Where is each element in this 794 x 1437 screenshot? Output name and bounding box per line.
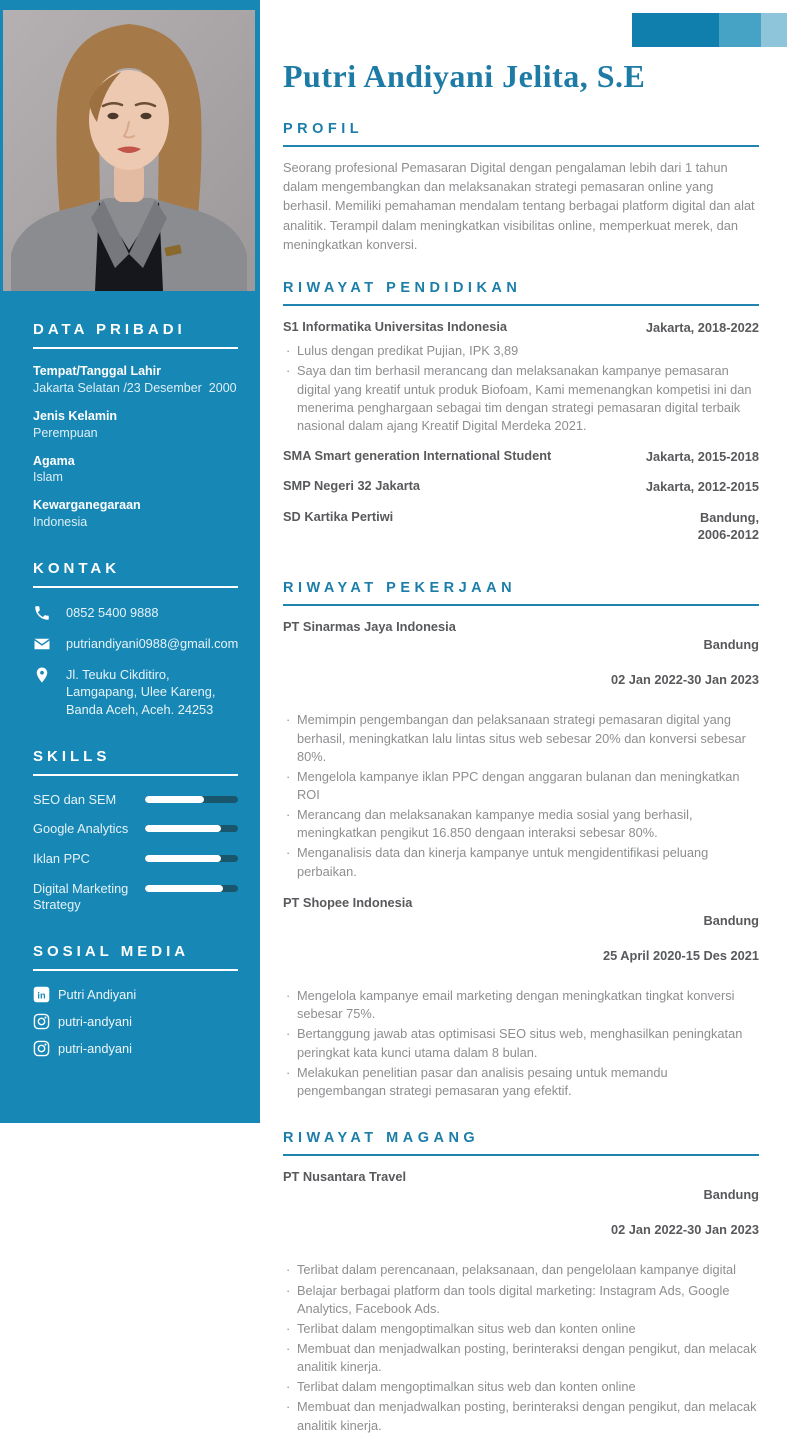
bullet-icon: · — [286, 768, 291, 784]
education-title: S1 Informatika Universitas Indonesia — [283, 318, 508, 334]
sidebar — [0, 0, 260, 1123]
address-text: Jl. Teuku Cikditiro, Lamgapang, Ulee Kareng, Banda Aceh, Aceh. 24253 — [66, 667, 216, 717]
contact-email — [33, 635, 238, 653]
field-value: Jakarta Selatan /23 Desember 2000 — [33, 380, 237, 395]
field-label: Tempat/Tanggal Lahir — [33, 364, 162, 378]
section-pendidikan — [283, 280, 759, 543]
bullet-icon: · — [286, 712, 291, 728]
internship-date — [611, 1169, 759, 1255]
internship-title: PT Nusantara Travel — [283, 1169, 407, 1185]
decor-bar-light — [761, 13, 787, 47]
skill-label: Google Analytics — [33, 821, 129, 837]
skill-bar — [145, 796, 238, 803]
instagram-handle: putri-andyani — [58, 1040, 132, 1056]
kontak-heading: KONTAK — [33, 560, 238, 588]
work-date — [611, 619, 759, 705]
portrait-photo — [3, 10, 255, 291]
contact-address — [33, 666, 238, 718]
profil-text: Seorang profesional Pemasaran Digital dengan pengalaman lebih dari 1 tahun dalam mengembangkan dan melaksanakan strategi pemasaran online yang berhasil. Memiliki pemahaman mendalam tentang berbagai platform digital dan alat analitik. Terampil dalam meningkatkan visibilitas online, memperkuat merek, dan meningkatkan konversi. — [283, 160, 755, 252]
work-entry — [283, 619, 759, 881]
list-item: · Mengelola kampanye iklan PPC dengan anggaran bulanan dan meningkatkan ROI — [283, 768, 759, 804]
profil-heading: PROFIL — [283, 121, 759, 147]
work-title: PT Shopee Indonesia — [283, 894, 413, 910]
skill-label: SEO dan SEM — [33, 791, 117, 807]
list-item: · Lulus dengan predikat Pujian, IPK 3,89 — [283, 342, 759, 360]
skill-item — [33, 792, 238, 809]
bullet-icon: · — [286, 807, 291, 823]
list-item: · Bertanggung jawab atas optimisasi SEO situs web, menghasilkan peningkatan peringkat kata kunci utama dalam 8 bulan. — [283, 1025, 759, 1061]
list-item: · Saya dan tim berhasil merancang dan melaksanakan kampanye pemasaran digital yang kreatif untuk produk Biofoam, Kami memenangkan kompetisi ini dan menerima penghargaan sebagai tim dengan strategi pemasaran digital terbaik nasional dalam ajang Kreatif Digital Merdeka 2021. — [283, 362, 759, 435]
section-profil — [283, 121, 759, 254]
section-magang — [283, 1130, 759, 1435]
phone-icon — [33, 604, 51, 622]
education-entry — [283, 509, 759, 544]
work-period: 25 April 2020-15 Des 2021 — [602, 947, 759, 963]
work-location: Bandung — [703, 913, 759, 929]
instagram-handle: putri-andyani — [58, 1013, 132, 1029]
bullet-icon: · — [286, 1320, 291, 1336]
section-pekerjaan — [283, 580, 759, 1100]
list-item: · Terlibat dalam mengoptimalkan situs web dan konten online — [283, 1320, 759, 1338]
location-icon — [33, 666, 51, 684]
internship-entry — [283, 1169, 759, 1435]
linkedin-icon — [33, 986, 50, 1003]
bullet-icon: · — [286, 1399, 291, 1415]
work-location: Bandung — [703, 637, 759, 653]
skill-label: Digital Marketing Strategy — [33, 880, 129, 913]
skill-bar-fill — [145, 825, 221, 832]
personal-field-nationality — [33, 497, 238, 531]
education-title: SMA Smart generation International Student — [283, 447, 552, 463]
work-period: 02 Jan 2022-30 Jan 2023 — [611, 671, 759, 687]
education-date: Jakarta, 2018-2022 — [645, 319, 759, 335]
work-title: PT Sinarmas Jaya Indonesia — [283, 619, 456, 635]
list-item: · Membuat dan menjadwalkan posting, berinteraksi dengan pengikut, dan melacak analitik kinerja. — [283, 1340, 759, 1376]
field-label: Agama — [33, 453, 75, 468]
contact-phone — [33, 604, 238, 622]
education-title: SMP Negeri 32 Jakarta — [283, 478, 421, 494]
personal-field-gender — [33, 408, 238, 442]
section-skills — [33, 748, 238, 914]
list-item: · Menganalisis data dan kinerja kampanye untuk mengidentifikasi peluang perbaikan. — [283, 844, 759, 880]
social-instagram-1 — [33, 1013, 238, 1030]
internship-period: 02 Jan 2022-30 Jan 2023 — [611, 1221, 759, 1237]
bullet-icon: · — [286, 343, 291, 359]
bullet-icon: · — [286, 1064, 291, 1080]
bullet-icon: · — [286, 1341, 291, 1356]
education-date: Jakarta, 2015-2018 — [645, 448, 759, 464]
linkedin-handle: Putri Andiyani — [58, 986, 137, 1002]
email-address: putriandiyani0988@gmail.com — [66, 636, 239, 651]
pendidikan-heading: RIWAYAT PENDIDIKAN — [283, 280, 759, 306]
list-item: · Terlibat dalam perencanaan, pelaksanaan, dan pengelolaan kampanye digital — [283, 1261, 759, 1279]
bullet-icon: · — [286, 1282, 291, 1298]
skill-bar — [145, 885, 238, 892]
education-title: SD Kartika Pertiwi — [283, 508, 394, 524]
social-instagram-2 — [33, 1040, 238, 1057]
main-content — [283, 0, 759, 1437]
skill-item — [33, 851, 238, 868]
portrait-photo-image — [3, 10, 255, 291]
bullet-icon: · — [286, 988, 291, 1004]
work-date — [603, 895, 759, 981]
section-kontak — [33, 560, 238, 718]
magang-heading: RIWAYAT MAGANG — [283, 1130, 759, 1156]
list-item: · Memimpin pengembangan dan pelaksanaan strategi pemasaran digital yang berhasil, meningkatkan lalu lintas situs web sebesar 20% dan konversi sebesar 80%. — [283, 711, 759, 765]
field-label: Jenis Kelamin — [33, 408, 118, 423]
sosial-media-heading: SOSIAL MEDIA — [33, 943, 238, 971]
field-value: Islam — [33, 470, 63, 485]
personal-field-birth — [33, 363, 238, 397]
bullet-icon: · — [286, 845, 291, 861]
list-item: · Belajar berbagai platform dan tools digital marketing: Instagram Ads, Google Analytics, Facebook Ads. — [283, 1282, 759, 1318]
phone-number: 0852 5400 9888 — [66, 605, 159, 620]
skill-item — [33, 821, 238, 838]
section-data-pribadi — [33, 321, 238, 531]
email-icon — [33, 635, 51, 653]
instagram-icon — [33, 1013, 50, 1030]
skill-bar-fill — [145, 885, 223, 892]
skill-bar-fill — [145, 855, 221, 862]
education-date: Jakarta, 2012-2015 — [645, 479, 759, 495]
list-item: · Terlibat dalam mengoptimalkan situs web dan konten online — [283, 1378, 759, 1396]
data-pribadi-heading: DATA PRIBADI — [33, 321, 238, 349]
skill-bar — [145, 825, 238, 832]
social-linkedin — [33, 986, 238, 1003]
field-label: Kewarganegaraan — [33, 498, 141, 513]
pekerjaan-heading: RIWAYAT PEKERJAAN — [283, 580, 759, 606]
personal-field-religion — [33, 453, 238, 487]
list-item: · Melakukan penelitian pasar dan analisis pesaing untuk memandu pengembangan strategi pemasaran yang efektif. — [283, 1064, 759, 1100]
bullet-icon: · — [286, 363, 291, 379]
list-item: · Membuat dan menjadwalkan posting, berinteraksi dengan pengikut, dan melacak analitik kinerja. — [283, 1398, 759, 1434]
bullet-icon: · — [286, 1379, 291, 1395]
bullet-icon: · — [286, 1026, 291, 1042]
section-sosial-media — [33, 943, 238, 1057]
bullet-icon: · — [286, 1262, 291, 1278]
list-item: · Mengelola kampanye email marketing dengan meningkatkan tingkat konversi sebesar 75%. — [283, 987, 759, 1023]
list-item: · Merancang dan melaksanakan kampanye media sosial yang berhasil, meningkatkan pengikut 16.850 dengaan interaksi sebesar 80%. — [283, 806, 759, 842]
instagram-icon — [33, 1040, 50, 1057]
skill-item — [33, 881, 238, 914]
education-entry — [283, 319, 759, 435]
education-date: Bandung, 2006-2012 — [697, 509, 759, 542]
skill-label: Iklan PPC — [33, 851, 90, 867]
skills-heading: SKILLS — [33, 748, 238, 776]
skill-bar — [145, 855, 238, 862]
field-value: Perempuan — [33, 425, 98, 440]
field-value: Indonesia — [33, 515, 88, 530]
person-name: Putri Andiyani Jelita, S.E — [283, 58, 646, 94]
education-entry — [283, 448, 759, 465]
internship-location: Bandung — [703, 1187, 759, 1203]
svg-text:in: in — [37, 990, 46, 1001]
education-entry — [283, 478, 759, 495]
skill-bar-fill — [145, 796, 204, 803]
work-entry — [283, 895, 759, 1100]
